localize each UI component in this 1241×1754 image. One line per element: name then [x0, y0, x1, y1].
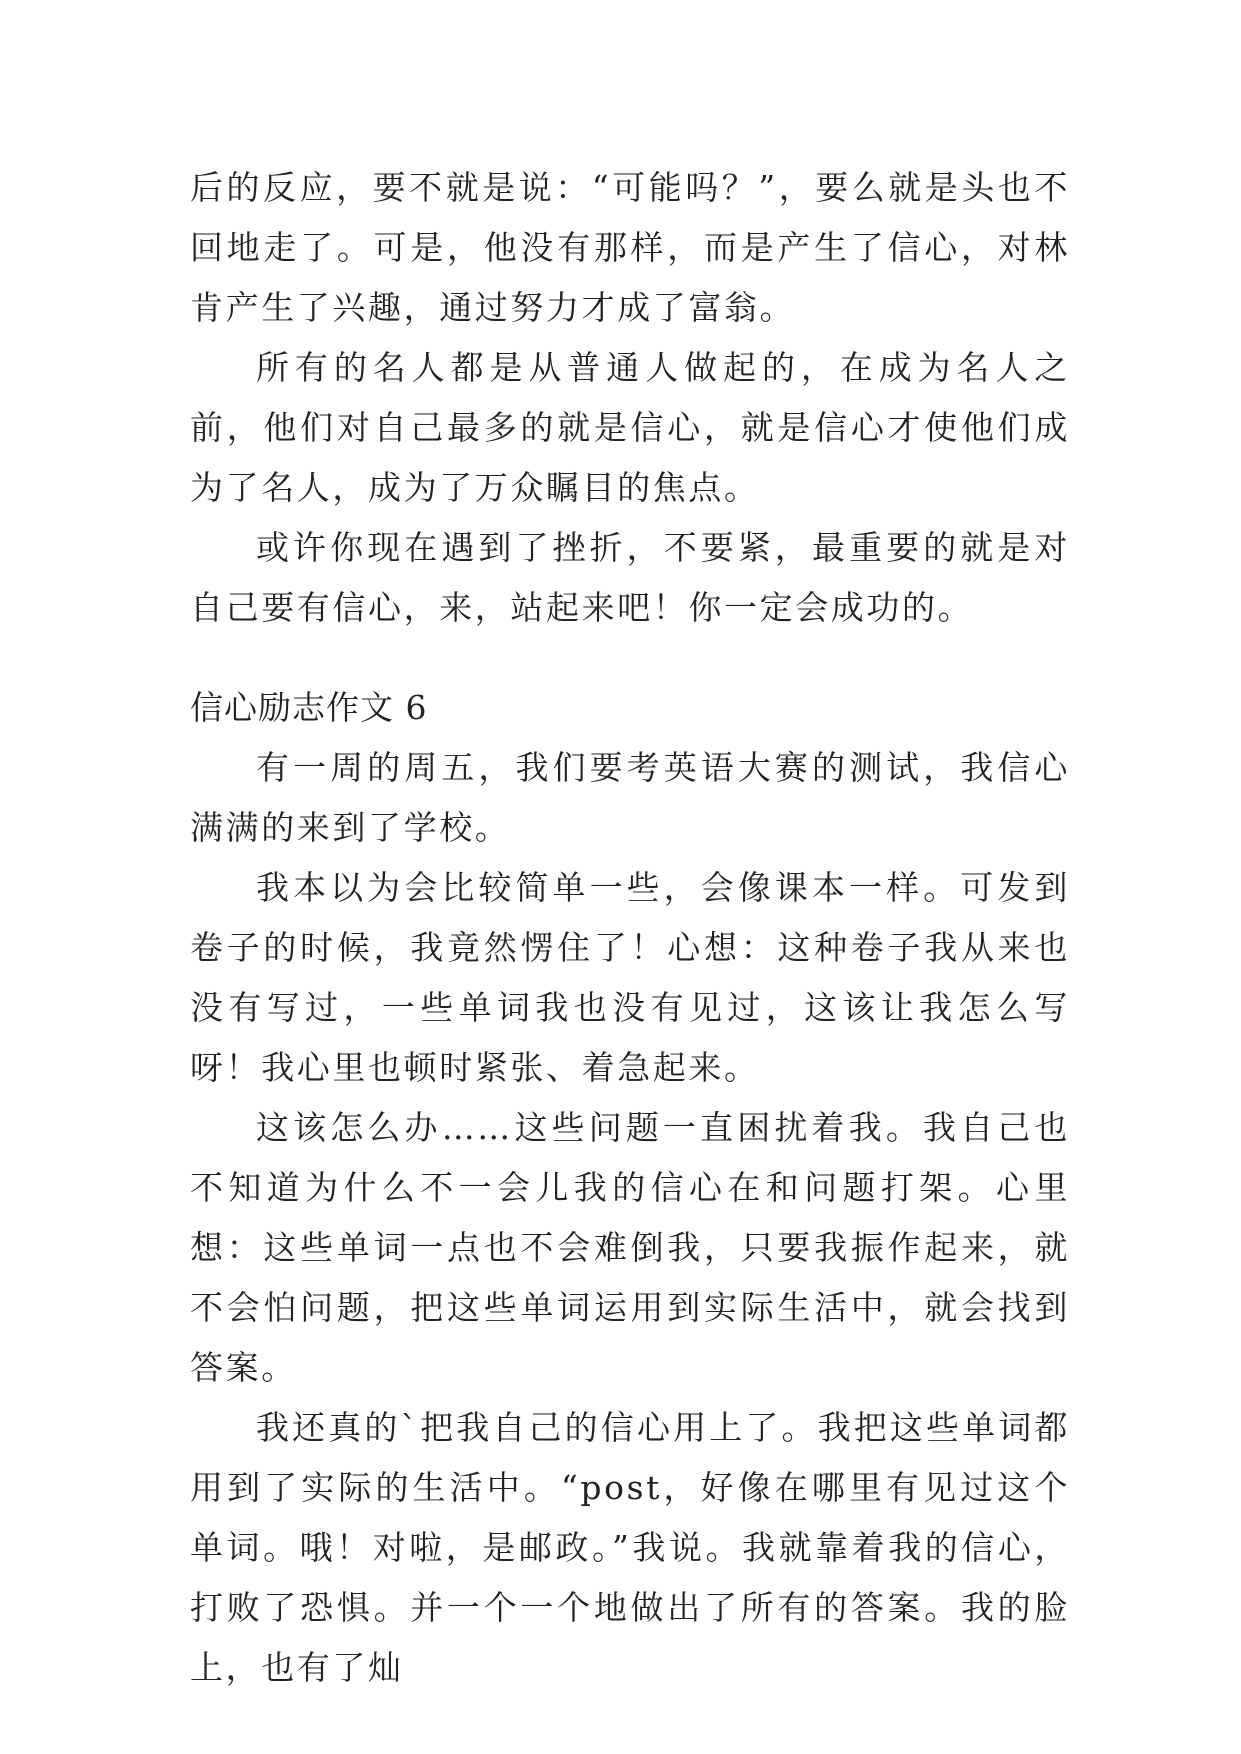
- paragraph: 我本以为会比较简单一些，会像课本一样。可发到卷子的时候，我竟然愣住了！心想：这种卷子我从来也没有写过，一些单词我也没有见过，这该让我怎么写呀！我心里也顿时紧张、着急起来。: [190, 868, 1070, 1087]
- section-title: 信心励志作文 6: [190, 688, 428, 727]
- paragraph: 我还真的`把我自己的信心用上了。我把这些单词都用到了实际的生活中。“post，好像在哪里有见过这个单词。哦！对啦，是邮政。”我说。我就靠着我的信心，打败了恐惧。并一个一个地做出了所有的答案。我的脸上，也有了灿: [190, 1408, 1070, 1687]
- paragraph: 这该怎么办……这些问题一直困扰着我。我自己也不知道为什么不一会儿我的信心在和问题打架。心里想：这些单词一点也不会难倒我，只要我振作起来，就不会怕问题，把这些单词运用到实际生活中，就会找到答案。: [190, 1108, 1070, 1387]
- document-body: [190, 158, 1070, 1698]
- paragraph: 有一周的周五，我们要考英语大赛的测试，我信心满满的来到了学校。: [190, 748, 1070, 847]
- paragraph: 或许你现在遇到了挫折，不要紧，最重要的就是对自己要有信心，来，站起来吧！你一定会成功的。: [190, 528, 1070, 627]
- paragraph: 所有的名人都是从普通人做起的，在成为名人之前，他们对自己最多的就是信心，就是信心才使他们成为了名人，成为了万众瞩目的焦点。: [190, 348, 1070, 507]
- paragraph-continued: 后的反应，要不就是说：“可能吗？”，要么就是头也不回地走了。可是，他没有那样，而是产生了信心，对林肯产生了兴趣，通过努力才成了富翁。: [190, 168, 1070, 327]
